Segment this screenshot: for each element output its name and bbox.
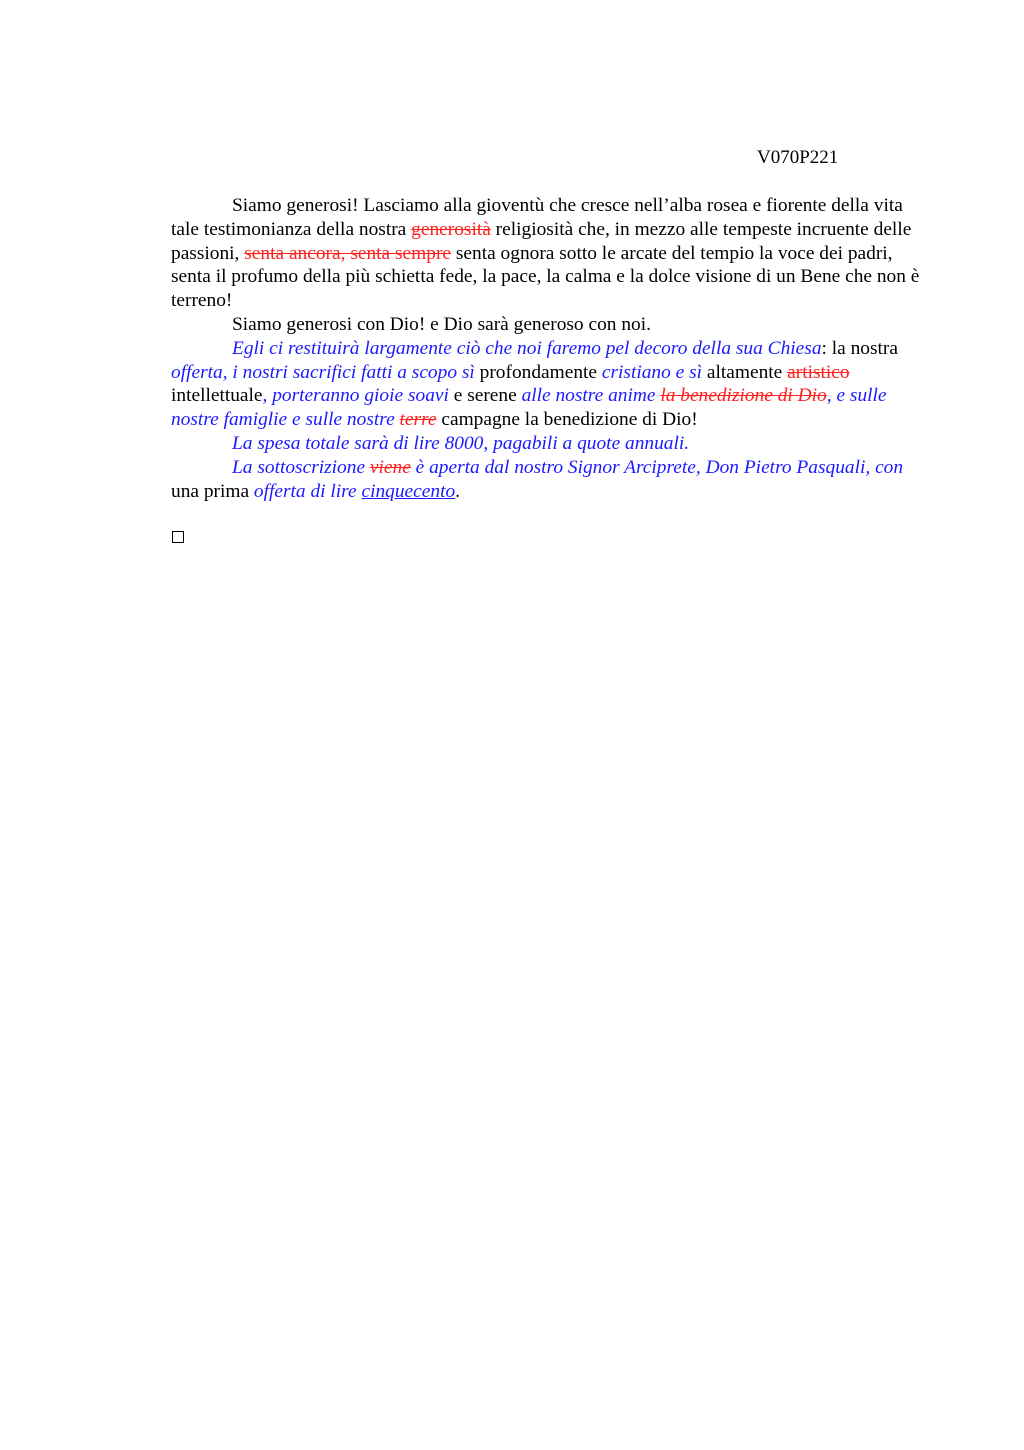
text-segment: Siamo generosi con Dio! e Dio sarà generoso con noi. <box>232 313 651 335</box>
inserted-text: alle nostre anime <box>521 385 661 407</box>
paragraph-3 <box>171 337 923 432</box>
paragraph-5 <box>171 456 923 504</box>
inserted-text: Egli ci restituirà largamente ciò che noi faremo pel decoro della sua Chiesa <box>232 337 822 359</box>
paragraph-1 <box>171 194 923 313</box>
underlined-inserted-text: cinquecento <box>361 480 456 502</box>
inserted-text: cristiano e sì <box>601 361 703 383</box>
document-body <box>171 194 923 503</box>
inserted-text: La sottoscrizione <box>232 456 370 478</box>
empty-checkbox-icon <box>172 531 184 543</box>
inserted-text: offerta, i nostri sacrifici fatti a scopo sì <box>171 361 475 383</box>
paragraph-4 <box>171 432 923 456</box>
deleted-text: terre <box>399 409 437 431</box>
text-segment: intellettuale <box>171 385 263 407</box>
text-segment: altamente <box>702 361 788 383</box>
text-segment: religiosità che, in mezzo alle tempeste incruente delle passioni, <box>171 218 912 264</box>
page-identifier: V070P221 <box>757 147 839 168</box>
text-segment: senta ognora sotto le arcate del tempio la voce dei padri, senta il profumo della più schietta fede, la pace, la calma e la dolce visione di un Bene che non è terreno! <box>171 242 920 312</box>
text-segment: e serene <box>448 385 522 407</box>
inserted-text: , porteranno gioie soavi <box>262 385 449 407</box>
text-segment: . <box>455 480 461 502</box>
deleted-text: artistico <box>787 361 850 383</box>
deleted-text: senta ancora, senta sempre <box>244 242 452 264</box>
deleted-text: viene <box>369 456 411 478</box>
text-segment: Siamo generosi! Lasciamo alla gioventù che cresce nell’alba rosea e fiorente della vita tale testimonianza della nostra <box>171 195 903 240</box>
text-segment: : la nostra <box>821 337 898 359</box>
text-segment: una prima <box>171 480 254 502</box>
inserted-text: La spesa totale sarà di lire 8000, pagabili a quote annuali. <box>232 432 690 454</box>
inserted-text: offerta di lire <box>253 480 362 502</box>
paragraph-2 <box>171 313 923 337</box>
inserted-text: , e sulle nostre famiglie e sulle nostre <box>171 385 887 431</box>
text-segment: campagne la benedizione di Dio! <box>436 409 698 431</box>
deleted-text: generosità <box>411 218 491 240</box>
text-segment: profondamente <box>474 361 602 383</box>
inserted-text: è aperta dal nostro Signor Arciprete, Don Pietro Pasquali, con <box>410 456 904 478</box>
deleted-text: la benedizione di Dio <box>660 385 827 407</box>
